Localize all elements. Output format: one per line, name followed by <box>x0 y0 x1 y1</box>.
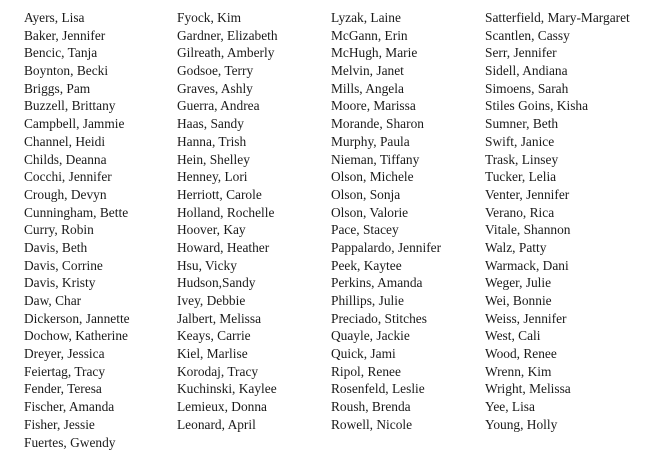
name-column-1 <box>24 9 130 451</box>
name-entry: Herriott, Carole <box>177 186 262 202</box>
name-entry: Godsoe, Terry <box>177 63 254 79</box>
name-entry: Briggs, Pam <box>24 80 91 96</box>
name-entry: Hsu, Vicky <box>177 257 237 273</box>
name-entry: Leonard, April <box>177 416 256 432</box>
name-entry: Guerra, Andrea <box>177 98 260 114</box>
name-entry: Lyzak, Laine <box>331 10 401 25</box>
name-entry: Jalbert, Melissa <box>177 310 262 326</box>
name-entry: Warmack, Dani <box>485 257 569 273</box>
name-entry: Campbell, Jammie <box>24 116 125 132</box>
name-column-4 <box>485 9 630 434</box>
name-entry: Walz, Patty <box>485 239 547 255</box>
name-entry: Venter, Jennifer <box>485 186 570 202</box>
name-entry: Kuchinski, Kaylee <box>177 381 277 397</box>
name-entry: Vitale, Shannon <box>485 222 571 238</box>
name-entry: Preciado, Stitches <box>331 310 427 326</box>
name-entry: Graves, Ashly <box>177 80 253 96</box>
name-entry: Olson, Sonja <box>331 186 401 202</box>
name-entry: Davis, Kristy <box>24 275 96 291</box>
name-entry: Nieman, Tiffany <box>331 151 420 167</box>
name-entry: Moore, Marissa <box>331 98 416 114</box>
name-entry: Fischer, Amanda <box>24 399 115 415</box>
name-entry: Fyock, Kim <box>177 10 241 25</box>
name-entry: Howard, Heather <box>177 239 270 255</box>
name-entry: Scantlen, Cassy <box>485 27 570 43</box>
name-entry: Ayers, Lisa <box>24 10 85 25</box>
name-entry: Cocchi, Jennifer <box>24 169 112 185</box>
name-entry: Buzzell, Brittany <box>24 98 116 114</box>
name-entry: Bencic, Tanja <box>24 45 98 61</box>
name-entry: Kiel, Marlise <box>177 346 248 362</box>
name-entry: Simoens, Sarah <box>485 80 569 96</box>
name-entry: Yee, Lisa <box>485 399 535 415</box>
name-entry: Cunningham, Bette <box>24 204 129 220</box>
name-entry: Korodaj, Tracy <box>177 363 259 379</box>
name-entry: Wright, Melissa <box>485 381 571 397</box>
name-entry: Melvin, Janet <box>331 63 404 79</box>
name-entry: Ripol, Renee <box>331 363 401 379</box>
name-column-2 <box>177 9 278 434</box>
name-entry: Baker, Jennifer <box>24 27 106 43</box>
name-entry: Olson, Michele <box>331 169 414 185</box>
name-entry: Ivey, Debbie <box>177 293 246 308</box>
name-entry: Rosenfeld, Leslie <box>331 381 425 397</box>
name-entry: Quayle, Jackie <box>331 328 410 344</box>
name-entry: Tucker, Lelia <box>485 169 557 185</box>
name-entry: Dreyer, Jessica <box>24 346 105 362</box>
name-entry: Fuertes, Gwendy <box>24 434 116 450</box>
name-entry: Phillips, Julie <box>331 293 404 308</box>
name-entry: Wrenn, Kim <box>485 363 552 379</box>
name-entry: Sidell, Andiana <box>485 63 568 79</box>
name-entry: Weger, Julie <box>485 275 552 291</box>
name-entry: Verano, Rica <box>485 204 555 220</box>
name-entry: Gardner, Elizabeth <box>177 27 278 43</box>
name-entry: McHugh, Marie <box>331 45 418 61</box>
name-entry: Gilreath, Amberly <box>177 45 275 61</box>
name-entry: Feiertag, Tracy <box>24 363 106 379</box>
name-entry: Murphy, Paula <box>331 133 410 149</box>
name-entry: Curry, Robin <box>24 222 94 238</box>
name-entry: McGann, Erin <box>331 27 408 43</box>
name-entry: Lemieux, Donna <box>177 399 267 415</box>
name-entry: Quick, Jami <box>331 346 396 362</box>
name-entry: Crough, Devyn <box>24 186 107 202</box>
name-entry: Channel, Heidi <box>24 133 106 149</box>
name-entry: Stiles Goins, Kisha <box>485 98 589 114</box>
name-entry: Mills, Angela <box>331 80 404 96</box>
name-entry: Davis, Corrine <box>24 257 103 273</box>
name-entry: Daw, Char <box>24 293 82 308</box>
name-entry: Hein, Shelley <box>177 151 250 167</box>
name-entry: Childs, Deanna <box>24 151 107 167</box>
name-entry: Wood, Renee <box>485 346 557 362</box>
name-entry: Davis, Beth <box>24 239 88 255</box>
name-entry: Boynton, Becki <box>24 63 109 79</box>
name-entry: Hoover, Kay <box>177 222 246 238</box>
name-entry: Hanna, Trish <box>177 133 247 149</box>
name-entry: Haas, Sandy <box>177 116 244 132</box>
name-entry: Henney, Lori <box>177 169 248 185</box>
name-entry: Serr, Jennifer <box>485 45 557 61</box>
name-entry: Young, Holly <box>485 416 558 432</box>
name-entry: Fender, Teresa <box>24 381 102 397</box>
name-entry: Roush, Brenda <box>331 399 411 415</box>
name-column-3 <box>331 9 441 434</box>
name-entry: Olson, Valorie <box>331 204 409 220</box>
name-entry: Wei, Bonnie <box>485 293 552 308</box>
name-entry: Dickerson, Jannette <box>24 310 130 326</box>
name-entry: Morande, Sharon <box>331 116 424 132</box>
name-entry: Perkins, Amanda <box>331 275 423 291</box>
name-entry: Peek, Kaytee <box>331 257 402 273</box>
name-entry: Swift, Janice <box>485 133 555 149</box>
name-entry: Pappalardo, Jennifer <box>331 239 442 255</box>
name-entry: Dochow, Katherine <box>24 328 128 344</box>
name-entry: Holland, Rochelle <box>177 204 275 220</box>
name-entry: Weiss, Jennifer <box>485 310 567 326</box>
name-entry: Keays, Carrie <box>177 328 251 344</box>
name-entry: Trask, Linsey <box>485 151 559 167</box>
name-entry: Satterfield, Mary-Margaret <box>485 10 630 25</box>
name-entry: West, Cali <box>485 328 541 344</box>
name-entry: Pace, Stacey <box>331 222 399 238</box>
name-entry: Sumner, Beth <box>485 116 559 132</box>
name-entry: Rowell, Nicole <box>331 416 413 432</box>
name-entry: Hudson,Sandy <box>177 275 256 291</box>
name-entry: Fisher, Jessie <box>24 416 95 432</box>
